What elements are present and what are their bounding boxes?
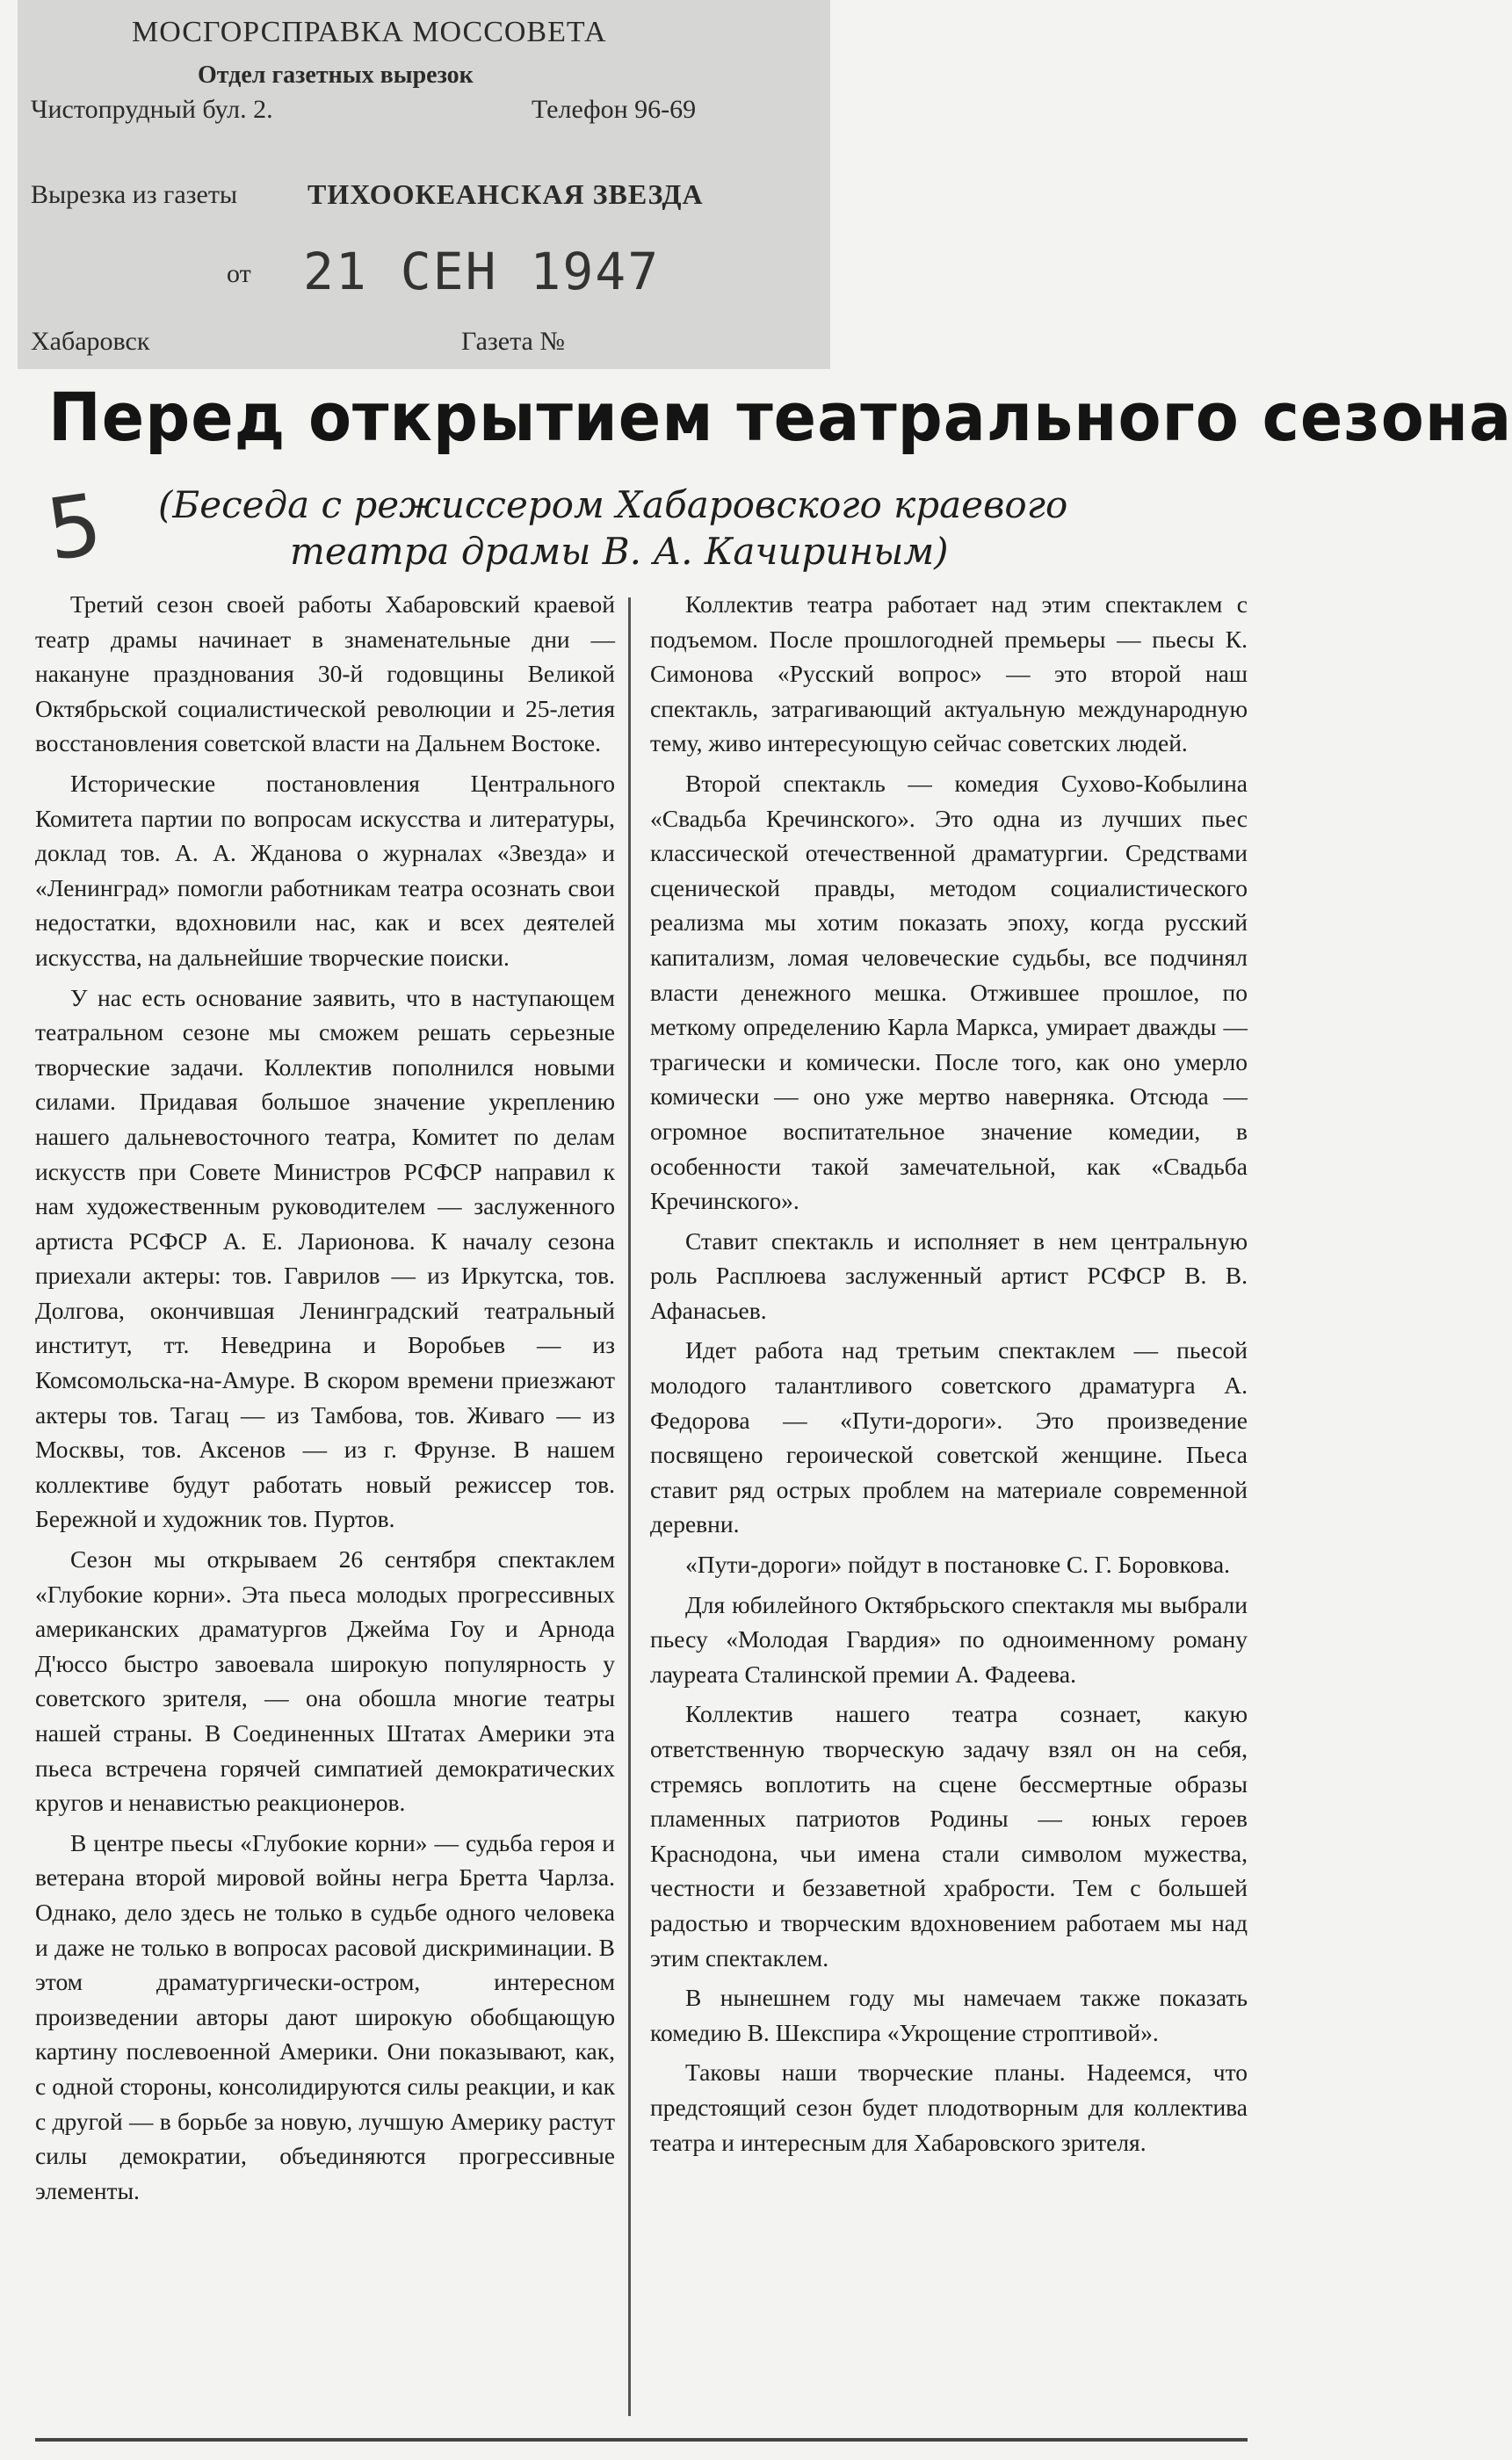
- paragraph: Коллектив нашего театра сознает, какую ответственную творческую задачу взял он на себя, стремясь воплотить на сцене бессмертные образы пламенных патриотов Родины — юных героев Краснодона, чьи имена стали символом мужества, честности и беззаветной храбрости. Тем с большей радостью и творческим вдохновением работаем мы над этим спектаклем.: [650, 1700, 1248, 1972]
- bottom-rule: [35, 2438, 1248, 2442]
- paragraph: Идет работа над третьим спектаклем — пьесой молодого талантливого советского драматурга А. Федорова — «Пути-дороги». Это произведение посвящено героической советской женщине. Пьеса ставит ряд острых проблем на материале современной деревни.: [650, 1336, 1248, 1538]
- paragraph: Коллектив театра работает над этим спектаклем с подъемом. После прошлогодней премьеры — пьесы К. Симонова «Русский вопрос» — это второй наш спектакль, затрагивающий актуальную международную тему, живо интересующую сейчас советских людей.: [650, 590, 1248, 757]
- paragraph: Для юбилейного Октябрьского спектакля мы выбрали пьесу «Молодая Гвардия» по одноименному роману лауреата Сталинской премии А. Фадеева.: [650, 1590, 1248, 1688]
- paragraph: Исторические постановления Центрального Комитета партии по вопросам искусства и литературы, доклад тов. А. А. Жданова о журналах «Звезда» и «Ленинград» помогли работникам театра осознать свои недостатки, вдохновили нас, как и всех деятелей искусства, на дальнейшие творческие поиски.: [35, 769, 615, 971]
- article-column-left: [35, 587, 615, 2213]
- stamp-date: 21 СЕН 1947: [303, 242, 661, 301]
- article-subtitle-line-1: (Беседа с режиссером Хабаровского краевого: [158, 483, 1068, 526]
- paragraph: В центре пьесы «Глубокие корни» — судьба героя и ветерана второй мировой войны негра Бретта Чарлза. Однако, дело здесь не только в судьбе одного человека и даже не только в вопросах расовой дискриминации. В этом драматургически-остром, интересном произведении авторы дают широкую обобщающую картину послевоенной Америки. Они показывают, как, с одной стороны, консолидируются силы реакции, и как с другой — в борьбе за новую, лучшую Америку растут силы демократии, объединяются прогрессивные элементы.: [35, 1828, 615, 2204]
- stamp-source-name: ТИХООКЕАНСКАЯ ЗВЕЗДА: [307, 178, 704, 210]
- article-title: Перед открытием театрального сезона: [48, 378, 1512, 456]
- paragraph: Третий сезон своей работы Хабаровский краевой театр драмы начинает в знаменательные дни — накануне празднования 30-й годовщины Великой Октябрьской социалистической революции и 25-летия восстановления советской власти на Дальнем Востоке.: [35, 590, 615, 757]
- stamp-date-label: от: [227, 259, 251, 288]
- stamp-source-label: Вырезка из газеты: [31, 180, 238, 209]
- paragraph: Таковы наши творческие планы. Надеемся, что предстоящий сезон будет плодотворным для коллектива театра и интересным для Хабаровского зрителя.: [650, 2058, 1248, 2156]
- stamp-dept: Отдел газетных вырезок: [198, 62, 474, 89]
- paragraph: «Пути-дороги» пойдут в постановке С. Г. Боровкова.: [685, 1551, 1230, 1579]
- stamp-address: Чистопрудный бул. 2.: [31, 95, 273, 124]
- article-subtitle-line-2: театра драмы В. А. Качириным): [290, 530, 949, 573]
- column-divider: [628, 597, 631, 2416]
- stamp-org: МОСГОРСПРАВКА МОССОВЕТА: [132, 16, 607, 48]
- handwritten-number: 5: [40, 474, 108, 580]
- paragraph: Второй спектакль — комедия Сухово-Кобылина «Свадьба Кречинского». Это одна из лучших пьес классической отечественной драматургии. Средствами сценической правды, методом социалистического реализма мы хотим показать эпоху, когда русский капитализм, ломая человеческие судьбы, все подчинял власти денежного мешка. Отжившее прошлое, по меткому определению Карла Маркса, умирает дважды — трагически и комически. После того, как оно умерло комически — оно уже мертво наверняка. Отсюда — огромное воспитательное значение комедии, в особенности такой замечательной, как «Свадьба Кречинского».: [650, 769, 1248, 1215]
- archive-stamp: [18, 0, 830, 369]
- article-column-right: [650, 587, 1248, 2165]
- paragraph: У нас есть основание заявить, что в наступающем театральном сезоне мы сможем решать серьезные творческие задачи. Коллектив пополнился новыми силами. Придавая большое значение укреплению нашего дальневосточного театра, Комитет по делам искусств при Совете Министров РСФСР направил к нам художественным руководителем — заслуженного артиста РСФСР А. Е. Ларионова. К началу сезона приехали актеры: тов. Гаврилов — из Иркутска, тов. Долгова, окончившая Ленинградский театральный институт, тт. Неведрина и Воробьев — из Комсомольска-на-Амуре. В скором времени приезжают актеры тов. Тагац — из Тамбова, тов. Живаго — из Москвы, тов. Аксенов — из г. Фрунзе. В нашем коллективе будут работать новый режиссер тов. Бережной и художник тов. Пуртов.: [35, 983, 615, 1533]
- paragraph: Ставит спектакль и исполняет в нем центральную роль Расплюева заслуженный артист РСФСР В. В. Афанасьев.: [650, 1226, 1248, 1324]
- stamp-issue-label: Газета №: [461, 327, 565, 356]
- stamp-city: Хабаровск: [31, 327, 150, 356]
- paragraph: Сезон мы открываем 26 сентября спектаклем «Глубокие корни». Эта пьеса молодых прогрессивных американских драматургов Джейма Гоу и Арнода Д'юссо быстро завоевала широкую популярность у советского зрителя, — она обошла многие театры нашей страны. В Соединенных Штатах Америки эта пьеса встречена горячей симпатией демократических кругов и ненавистью реакционеров.: [35, 1545, 615, 1817]
- stamp-phone: Телефон 96-69: [532, 95, 697, 124]
- paragraph: В нынешнем году мы намечаем также показать комедию В. Шекспира «Укрощение строптивой».: [650, 1984, 1248, 2046]
